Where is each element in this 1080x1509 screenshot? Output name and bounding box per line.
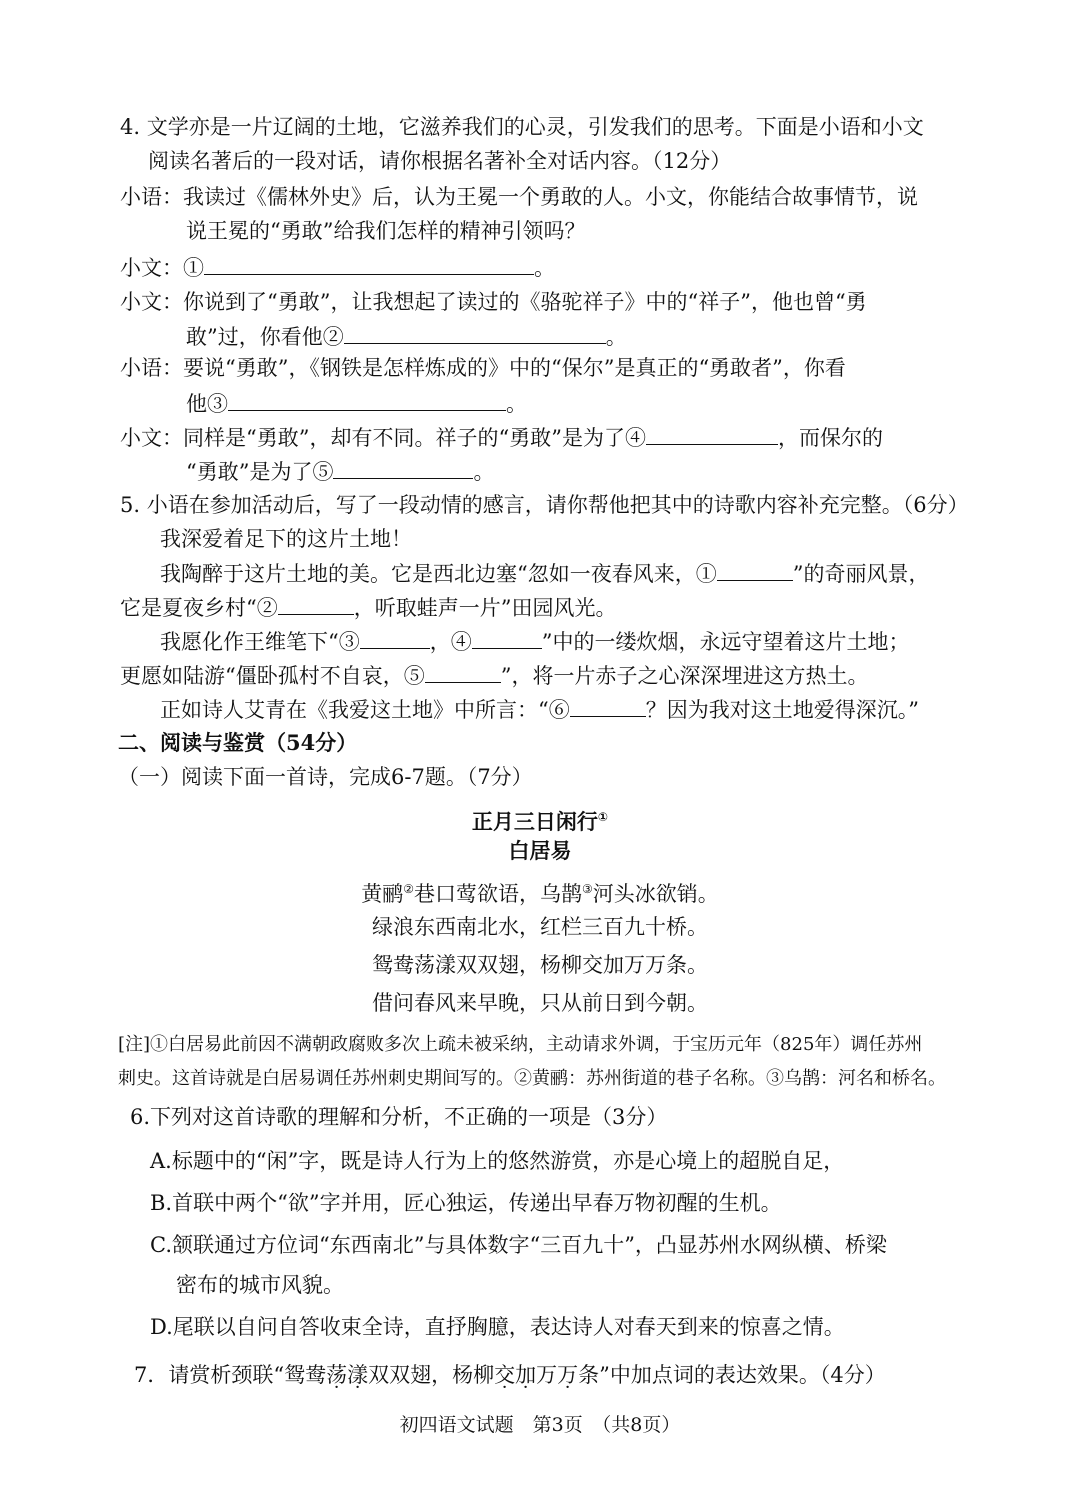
page-footer: 初四语文试题 第3页 （共8页）	[399, 1414, 681, 1436]
dialogue-4-suffix: 。	[506, 392, 527, 416]
poem-l1-a: 黄鹂	[361, 882, 404, 906]
q5-para-3-line1	[160, 626, 909, 657]
poem-blank-6[interactable]	[570, 694, 646, 717]
poem-blank-4[interactable]	[472, 626, 542, 649]
q6-option-b[interactable]: B.首联中两个“欲”字并用，匠心独运，传递出早春万物初醒的生机。	[150, 1191, 782, 1215]
answer-blank-4[interactable]	[646, 422, 778, 445]
poem-note-line2: 刺史。这首诗就是白居易调任苏州刺史期间写的。②黄鹂：苏州街道的巷子名称。③乌鹊：河名和桥名。	[118, 1068, 946, 1089]
q7-dotted-word-4: 加	[515, 1363, 537, 1387]
dialogue-3-line1: 小文：你说到了“勇敢”，让我想起了读过的《骆驼祥子》中的“祥子”，他也曾“勇	[120, 290, 867, 314]
dialogue-4-line2	[186, 388, 527, 419]
q5-p3b-suffix: ”，将一片赤子之心深深埋进这方热土。	[500, 664, 869, 688]
q5-p2b-prefix: 它是夏夜乡村“②	[120, 596, 278, 620]
dialogue-5-suffix: ，而保尔的	[777, 426, 883, 450]
q5-p2-suffix: ”的奇丽风景，	[792, 562, 930, 586]
poem-line-4: 借问春风来早晚，只从前日到今朝。	[372, 991, 708, 1015]
q6-option-c-line1[interactable]: C.颔联通过方位词“东西南北”与具体数字“三百九十”，凸显苏州水网纵横、桥梁	[150, 1233, 887, 1257]
q5-p2-prefix: 我陶醉于这片土地的美。它是西北边塞“忽如一夜春风来，①	[160, 562, 717, 586]
dialogue-1-line1: 小语：我读过《儒林外史》后，认为王冕一个勇敢的人。小文，你能结合故事情节，说	[120, 185, 918, 209]
q7-mid2: 万	[536, 1363, 558, 1387]
poem-blank-5[interactable]	[425, 660, 501, 683]
answer-blank-2[interactable]	[344, 321, 606, 344]
q5-para-1: 我深爱着足下的这片土地！	[160, 527, 412, 551]
poem-blank-1[interactable]	[717, 558, 793, 581]
dialogue-5b-prefix: “勇敢”是为了⑤	[186, 460, 334, 484]
q7-dotted-word-5: 万	[557, 1363, 579, 1387]
poem-note-mark-2: ②	[403, 882, 414, 896]
q7-dotted-word-3: 交	[494, 1363, 516, 1387]
dialogue-1-line2: 说王冕的“勇敢”给我们怎样的精神引领吗？	[186, 219, 586, 243]
q5-p3-prefix: 我愿化作王维笔下“③	[160, 630, 360, 654]
poem-title-note-mark: ①	[597, 810, 609, 824]
dialogue-3-suffix: 。	[605, 325, 627, 349]
q5-p3b-prefix: 更愿如陆游“僵卧孤村不自哀，⑤	[120, 664, 425, 688]
answer-blank-1[interactable]	[204, 252, 534, 275]
poem-line-2: 绿浪东西南北水，红栏三百九十桥。	[372, 915, 708, 939]
q4-stem-line1: 4. 文学亦是一片辽阔的土地，它滋养我们的心灵，引发我们的思考。下面是小语和小文	[120, 115, 924, 139]
q5-p3-mid: ，④	[429, 630, 472, 654]
dialogue-2-prefix: 小文：①	[120, 256, 204, 280]
poem-note-mark-3: ③	[582, 882, 593, 896]
poem-l1-b: 巷口莺欲语，乌鹊	[414, 882, 582, 906]
poem-title-text: 正月三日闲行	[471, 810, 598, 834]
q5-para-4	[160, 694, 919, 725]
q4-stem-line2: 阅读名著后的一段对话，请你根据名著补全对话内容。（12分）	[148, 149, 732, 173]
q6-option-a[interactable]: A.标题中的“闲”字，既是诗人行为上的悠然游赏，亦是心境上的超脱自足，	[150, 1149, 845, 1173]
answer-blank-5[interactable]	[333, 456, 473, 479]
dialogue-3-line2	[186, 321, 627, 352]
poem-blank-3[interactable]	[360, 626, 430, 649]
dialogue-4-prefix: 他③	[186, 392, 228, 416]
q5-stem: 5. 小语在参加活动后，写了一段动情的感言，请你帮他把其中的诗歌内容补充完整。（6分）	[120, 493, 969, 517]
q7-stem	[134, 1360, 886, 1390]
q7-dotted-word-1: 荡	[326, 1363, 348, 1387]
q7-dotted-word-2: 漾	[347, 1363, 369, 1387]
dialogue-5-line2	[186, 456, 494, 487]
section-2-subtitle: （一）阅读下面一首诗，完成6-7题。（7分）	[118, 765, 533, 789]
dialogue-5b-suffix: 。	[473, 460, 495, 484]
dialogue-2	[120, 252, 555, 283]
q5-para-2-line1	[160, 558, 929, 589]
dialogue-5-line1	[120, 422, 883, 453]
q5-p4-prefix: 正如诗人艾青在《我爱这土地》中所言：“⑥	[160, 698, 570, 722]
q5-para-2-line2	[120, 592, 617, 623]
q7-suffix: 条”中加点词的表达效果。（4分）	[578, 1363, 886, 1387]
q5-para-3-line2	[120, 660, 868, 691]
section-2-title: 二、阅读与鉴赏（54分）	[118, 730, 358, 755]
poem-blank-2[interactable]	[278, 592, 354, 615]
q5-p3-suffix: ”中的一缕炊烟，永远守望着这片土地；	[541, 630, 910, 654]
dialogue-4-line1: 小语：要说“勇敢”，《钢铁是怎样炼成的》中的“保尔”是真正的“勇敢者”，你看	[120, 356, 846, 380]
poem-note-line1: [注]①白居易此前因不满朝政腐败多次上疏未被采纳，主动请求外调，于宝历元年（825年）调任苏州	[118, 1034, 923, 1055]
dialogue-5-prefix: 小文：同样是“勇敢”，却有不同。祥子的“勇敢”是为了④	[120, 426, 646, 450]
dialogue-3-prefix: 敢”过，你看他②	[186, 325, 344, 349]
poem-title	[0, 802, 1080, 837]
poem-l1-c: 河头冰欲销。	[592, 882, 719, 906]
poem-line-3: 鸳鸯荡漾双双翅，杨柳交加万万条。	[372, 953, 708, 977]
q6-option-c-line2[interactable]: 密布的城市风貌。	[176, 1273, 344, 1297]
q6-option-d[interactable]: D.尾联以自问自答收束全诗，直抒胸臆，表达诗人对春天到来的惊喜之情。	[150, 1315, 845, 1339]
poem-author: 白居易	[508, 839, 572, 863]
answer-blank-3[interactable]	[228, 388, 506, 411]
q7-prefix: 7．请赏析颈联“鸳鸯	[134, 1363, 327, 1387]
q5-p2b-suffix: ，听取蛙声一片”田园风光。	[353, 596, 617, 620]
q6-stem: 6.下列对这首诗歌的理解和分析，不正确的一项是（3分）	[130, 1105, 668, 1129]
q7-mid1: 双双翅，杨柳	[368, 1363, 495, 1387]
q5-p4-suffix: ？因为我对这土地爱得深沉。”	[645, 698, 919, 722]
dialogue-2-suffix: 。	[534, 256, 555, 280]
poem-line-1	[0, 874, 1080, 909]
